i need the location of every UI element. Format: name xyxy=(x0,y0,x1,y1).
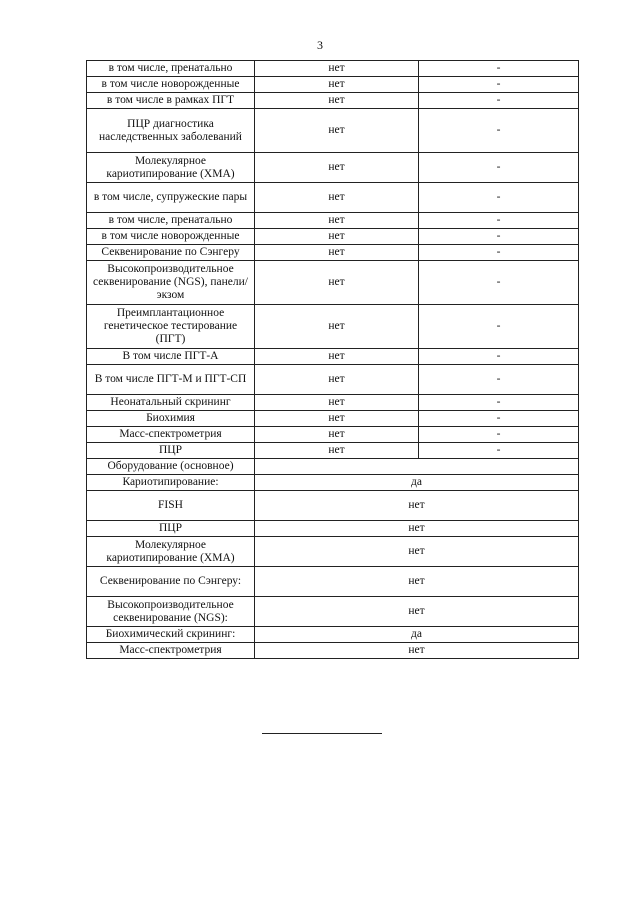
table-row xyxy=(87,643,579,659)
equipment-name: Высокопроизводительное секвенирование (NGS): xyxy=(87,597,255,627)
table-row xyxy=(87,183,579,213)
row-status: нет xyxy=(255,305,419,349)
table-row xyxy=(87,627,579,643)
equipment-value: нет xyxy=(255,567,579,597)
equipment-name: Молекулярное кариотипирование (ХМА) xyxy=(87,537,255,567)
table-row xyxy=(87,411,579,427)
row-name: ПЦР xyxy=(87,443,255,459)
row-name: Секвенирование по Сэнгеру xyxy=(87,245,255,261)
row-status: нет xyxy=(255,261,419,305)
equipment-name: Секвенирование по Сэнгеру: xyxy=(87,567,255,597)
equipment-header: Оборудование (основное) xyxy=(87,459,255,475)
row-status: нет xyxy=(255,443,419,459)
table-row xyxy=(87,349,579,365)
row-note: - xyxy=(419,213,579,229)
table-row xyxy=(87,77,579,93)
signature-line xyxy=(262,733,382,734)
table-row xyxy=(87,61,579,77)
equipment-name: Кариотипирование: xyxy=(87,475,255,491)
table-row xyxy=(87,153,579,183)
row-note: - xyxy=(419,395,579,411)
table-row xyxy=(87,109,579,153)
row-note: - xyxy=(419,93,579,109)
equipment-value: нет xyxy=(255,643,579,659)
row-note: - xyxy=(419,229,579,245)
page-number: 3 xyxy=(317,38,323,52)
table-row xyxy=(87,427,579,443)
table-row xyxy=(87,537,579,567)
row-name: в том числе, пренатально xyxy=(87,213,255,229)
row-status: нет xyxy=(255,411,419,427)
row-note: - xyxy=(419,443,579,459)
row-name: В том числе ПГТ-М и ПГТ-СП xyxy=(87,365,255,395)
row-note: - xyxy=(419,365,579,395)
equipment-value: нет xyxy=(255,491,579,521)
table-row xyxy=(87,305,579,349)
table-row xyxy=(87,567,579,597)
row-name: Высокопроизводительное секвенирование (NGS), панели/экзом xyxy=(87,261,255,305)
table-row xyxy=(87,475,579,491)
row-status: нет xyxy=(255,77,419,93)
row-name: Неонатальный скрининг xyxy=(87,395,255,411)
row-note: - xyxy=(419,77,579,93)
table-row xyxy=(87,229,579,245)
equipment-name: FISH xyxy=(87,491,255,521)
table-row xyxy=(87,395,579,411)
equipment-value: нет xyxy=(255,521,579,537)
row-note: - xyxy=(419,153,579,183)
row-note: - xyxy=(419,245,579,261)
equipment-name: Масс-спектрометрия xyxy=(87,643,255,659)
equipment-value: да xyxy=(255,627,579,643)
equipment-name: Биохимический скрининг: xyxy=(87,627,255,643)
table-row xyxy=(87,245,579,261)
row-status: нет xyxy=(255,93,419,109)
row-name: в том числе новорожденные xyxy=(87,77,255,93)
row-note: - xyxy=(419,349,579,365)
row-status: нет xyxy=(255,229,419,245)
table-row-equipment-header xyxy=(87,459,579,475)
table-row xyxy=(87,261,579,305)
row-note: - xyxy=(419,305,579,349)
row-name: Молекулярное кариотипирование (ХМА) xyxy=(87,153,255,183)
equipment-value: да xyxy=(255,475,579,491)
row-status: нет xyxy=(255,427,419,443)
row-name: в том числе, пренатально xyxy=(87,61,255,77)
table-row xyxy=(87,443,579,459)
row-note: - xyxy=(419,183,579,213)
row-status: нет xyxy=(255,109,419,153)
row-status: нет xyxy=(255,183,419,213)
row-name: В том числе ПГТ-А xyxy=(87,349,255,365)
row-note: - xyxy=(419,109,579,153)
table-row xyxy=(87,597,579,627)
row-status: нет xyxy=(255,61,419,77)
row-status: нет xyxy=(255,349,419,365)
table-row xyxy=(87,213,579,229)
table-row xyxy=(87,365,579,395)
row-note: - xyxy=(419,411,579,427)
equipment-value: нет xyxy=(255,537,579,567)
row-status: нет xyxy=(255,245,419,261)
row-name: в том числе, супружеские пары xyxy=(87,183,255,213)
row-note: - xyxy=(419,261,579,305)
row-name: Биохимия xyxy=(87,411,255,427)
equipment-value: нет xyxy=(255,597,579,627)
services-table xyxy=(86,60,579,659)
row-status: нет xyxy=(255,365,419,395)
row-name: в том числе в рамках ПГТ xyxy=(87,93,255,109)
row-status: нет xyxy=(255,213,419,229)
equipment-header-value xyxy=(255,459,579,475)
table-row xyxy=(87,521,579,537)
table-row xyxy=(87,491,579,521)
equipment-name: ПЦР xyxy=(87,521,255,537)
table-row xyxy=(87,93,579,109)
row-name: ПЦР диагностика наследственных заболеваний xyxy=(87,109,255,153)
row-note: - xyxy=(419,427,579,443)
row-note: - xyxy=(419,61,579,77)
row-name: Масс-спектрометрия xyxy=(87,427,255,443)
row-status: нет xyxy=(255,395,419,411)
row-name: в том числе новорожденные xyxy=(87,229,255,245)
row-name: Преимплантационное генетическое тестирование (ПГТ) xyxy=(87,305,255,349)
row-status: нет xyxy=(255,153,419,183)
